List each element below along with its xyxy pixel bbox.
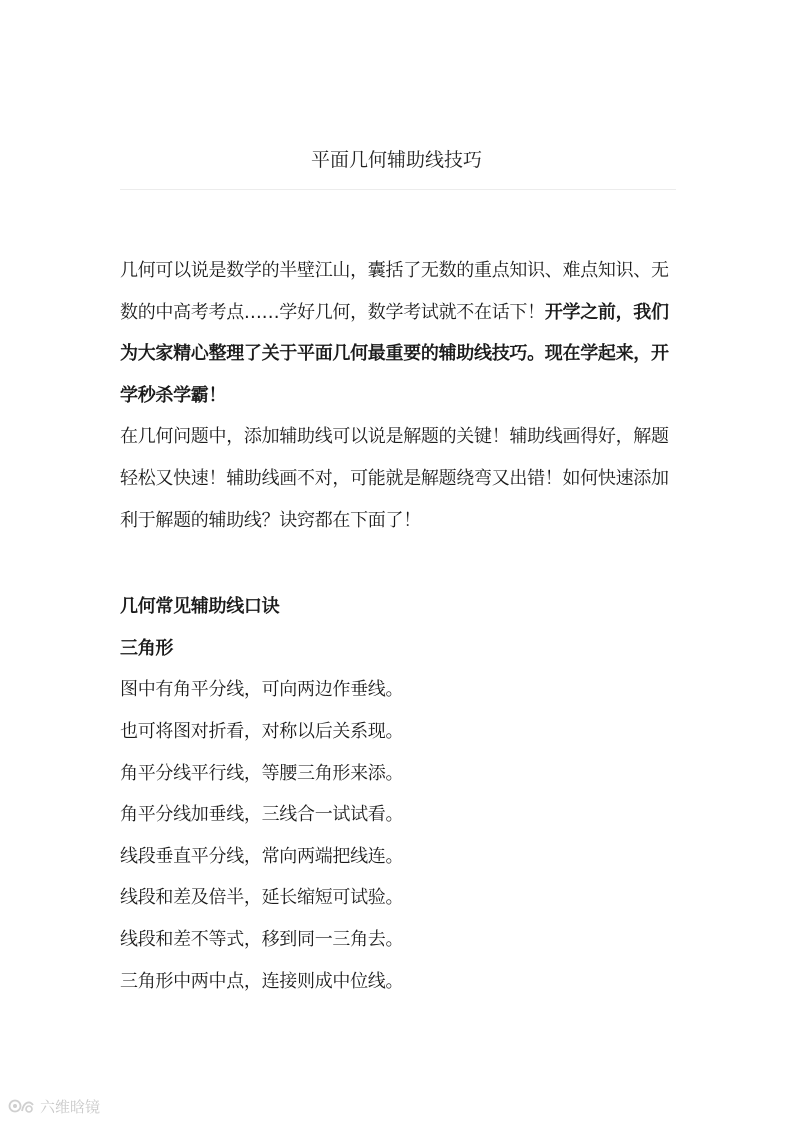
rhyme-line: 线段和差及倍半，延长缩短可试验。 <box>120 887 404 909</box>
intro-highlight: 开学之前，我们为大家精心整理了关于平面几何最重要的辅助线技巧。现在学起来，开学秒杀学霸！ <box>120 301 669 406</box>
watermark <box>8 1095 100 1117</box>
rhyme-line: 线段垂直平分线，常向两端把线连。 <box>120 845 404 867</box>
page-title: 平面几何辅助线技巧 <box>310 149 482 171</box>
title-divider <box>120 189 676 190</box>
intro-paragraph <box>120 250 680 416</box>
auxiliary-line-paragraph: 在几何问题中，添加辅助线可以说是解题的关键！辅助线画得好，解题轻松又快速！辅助线画不对，可能就是解题绕弯又出错！如何快速添加利于解题的辅助线？诀窍都在下面了！ <box>120 426 669 531</box>
rhyme-line: 也可将图对折看，对称以后关系现。 <box>120 720 404 742</box>
rhyme-line: 三角形中两中点，连接则成中位线。 <box>120 970 404 992</box>
logo-icon <box>8 1097 36 1115</box>
rhyme-line: 图中有角平分线，可向两边作垂线。 <box>120 679 404 701</box>
article-body <box>120 250 680 1002</box>
intro-text: 几何可以说是数学的半壁江山，囊括了无数的重点知识、难点知识、无数的中高考考点……学好几何，数学考试就不在话下！ <box>120 260 669 323</box>
rhyme-line: 线段和差不等式，移到同一三角去。 <box>120 928 404 950</box>
rhyme-line: 角平分线平行线，等腰三角形来添。 <box>120 762 404 784</box>
watermark-text: 六维晗镜 <box>40 1097 101 1116</box>
subsection-heading: 三角形 <box>120 637 174 659</box>
section-spacer <box>120 541 680 586</box>
section-heading: 几何常见辅助线口诀 <box>120 596 280 618</box>
rhyme-line: 角平分线加垂线，三线合一试试看。 <box>120 804 404 826</box>
